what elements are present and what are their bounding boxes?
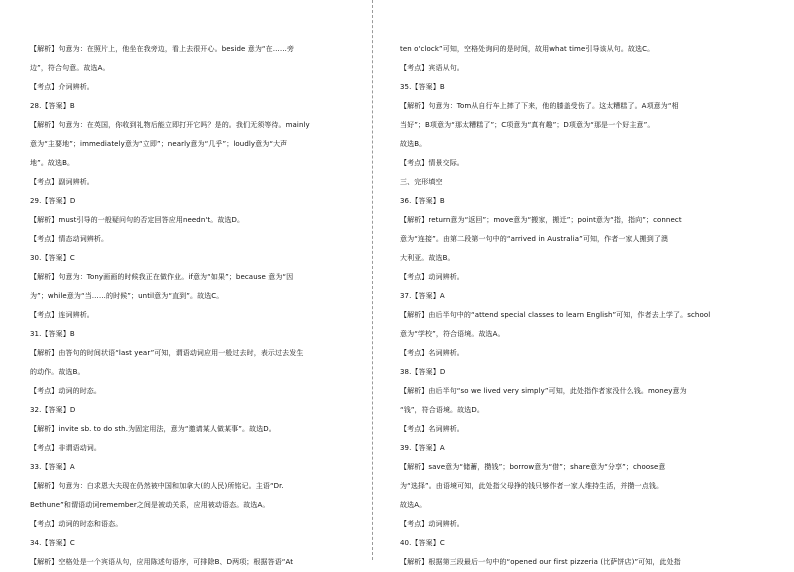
text-line: 为“选择”。由语境可知，此处指父母挣的钱只够作者一家人维持生活，并攒一点钱。 (400, 482, 664, 490)
text-line: 29.【答案】D (30, 197, 76, 205)
text-line: 【考点】情景交际。 (400, 159, 464, 167)
text-line: 【解析】save意为“储蓄，攒钱”；borrow意为“借”；share意为“分享”；choose意 (400, 463, 666, 471)
text-line: 【考点】动词辨析。 (400, 520, 464, 528)
text-line: 【解析】由后半句中的“attend special classes to learn English”可知，作者去上学了。school (400, 311, 711, 319)
text-line: 【考点】动词的时态。 (30, 387, 101, 395)
text-line: 30.【答案】C (30, 254, 75, 262)
text-line: 31.【答案】B (30, 330, 75, 338)
text-line: 【解析】句意为：Tony画画的时候我正在做作业。if意为“如果”；because 意为“因 (30, 273, 294, 281)
text-line: 【考点】情态动词辨析。 (30, 235, 109, 243)
text-line: 37.【答案】A (400, 292, 445, 300)
text-line: 40.【答案】C (400, 539, 445, 547)
text-line: 地”。故选B。 (30, 159, 75, 167)
text-line: 的动作。故选B。 (30, 368, 85, 376)
column-divider (372, 0, 373, 560)
text-line: 【解析】由答句的时间状语“last year”可知，谓语动词应用一般过去时，表示过去发生 (30, 349, 304, 357)
text-line: 大利亚。故选B。 (400, 254, 455, 262)
text-line: 【解析】must引导的一般疑问句的否定回答应用needn't。故选D。 (30, 216, 245, 224)
text-line: 【考点】动词的时态和语态。 (30, 520, 123, 528)
text-line: 【解析】句意为：白求恩大夫现在仍然被中国和加拿大(的人民)所铭记。主语“Dr. (30, 482, 284, 490)
text-line: 【考点】动词辨析。 (400, 273, 464, 281)
text-line: 当好”；B项意为“那太糟糕了”；C项意为“真有趣”；D项意为“那是一个好主意”。 (400, 121, 655, 129)
left-column (30, 40, 350, 572)
text-line: 32.【答案】D (30, 406, 76, 414)
right-column (400, 40, 718, 572)
text-line: 38.【答案】D (400, 368, 446, 376)
text-line: 【考点】名词辨析。 (400, 425, 464, 433)
text-line: 【解析】根据第三段最后一句中的“opened our first pizzeria (比萨饼店)”可知，此处指 (400, 558, 681, 566)
text-line: 【考点】介词辨析。 (30, 83, 94, 91)
text-line: ten o'clock”可知，空格处询问的是时间，故用what time引导该从句。故选C。 (400, 45, 655, 53)
text-line: 34.【答案】C (30, 539, 75, 547)
text-line: 故选B。 (400, 140, 427, 148)
text-line: 28.【答案】B (30, 102, 75, 110)
text-line: 意为“连接”。由第二段第一句中的“arrived in Australia”可知，作者一家人搬到了澳 (400, 235, 669, 243)
text-line: 33.【答案】A (30, 463, 75, 471)
text-line: 35.【答案】B (400, 83, 445, 91)
text-line: 【考点】名词辨析。 (400, 349, 464, 357)
text-line: 【考点】副词辨析。 (30, 178, 94, 186)
text-line: Bethune”和谓语动词remember之间是被动关系，应用被动语态。故选A。 (30, 501, 270, 509)
text-line: 【解析】句意为：在英国，你收到礼物后能立即打开它吗？是的。我们无须等待。mainly (30, 121, 310, 129)
text-line: 意为“学校”，符合语境。故选A。 (400, 330, 505, 338)
text-line: “钱”，符合语境。故选D。 (400, 406, 484, 414)
text-line: 39.【答案】A (400, 444, 445, 452)
text-line: 【考点】连词辨析。 (30, 311, 94, 319)
text-line: 边”，符合句意。故选A。 (30, 64, 110, 72)
text-line: 故选A。 (400, 501, 427, 509)
text-line: 【解析】句意为：在照片上，他坐在我旁边，看上去很开心。beside 意为“在……旁 (30, 45, 295, 53)
text-line: 【解析】return意为“返回”；move意为“搬家，搬迁”；point意为“指，指向”；connect (400, 216, 682, 224)
text-line: 【解析】句意为：Tom从自行车上摔了下来，他的膝盖受伤了。这太糟糕了。A项意为“相 (400, 102, 679, 110)
text-line: 意为“主要地”；immediately意为“立即”；nearly意为“几乎”；loudly意为“大声 (30, 140, 288, 148)
text-line: 【解析】空格处是一个宾语从句，应用陈述句语序，可排除B、D两项；根据答语“At (30, 558, 294, 566)
text-line: 【考点】宾语从句。 (400, 64, 464, 72)
section-heading: 三、完形填空 (400, 178, 443, 186)
text-line: 36.【答案】B (400, 197, 445, 205)
text-line: 【解析】invite sb. to do sth.为固定用法，意为“邀请某人做某事”。故选D。 (30, 425, 276, 433)
text-line: 【解析】由后半句“so we lived very simply”可知，此处指作者家没什么钱。money意为 (400, 387, 687, 395)
text-line: 【考点】非谓语动词。 (30, 444, 101, 452)
text-line: 为”；while意为“当……的时候”；until意为“直到”。故选C。 (30, 292, 224, 300)
